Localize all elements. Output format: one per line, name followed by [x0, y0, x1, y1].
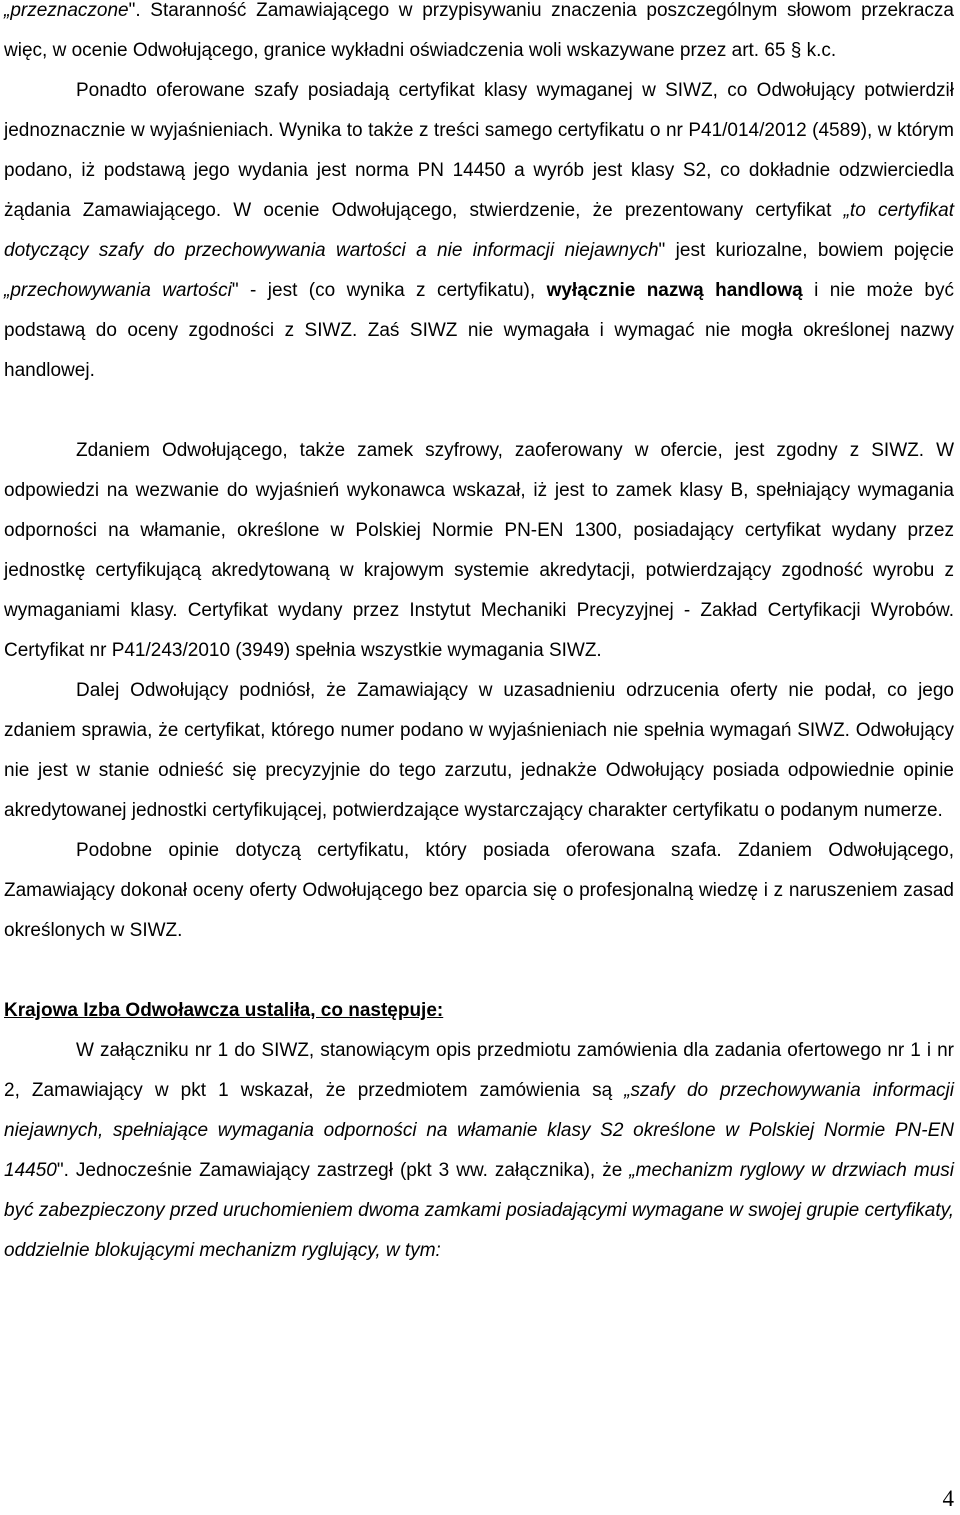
- quoted-text: „to certyfikat dotyczący szafy do przechowywania wartości a nie informacji niejawnych: [4, 200, 954, 261]
- document-page: [4, 0, 954, 1271]
- text-run: ". Staranność Zamawiającego w przypisywaniu znaczenia poszczególnym słowom przekracza więc, w ocenie Odwołującego, granice wykładni oświadczenia woli wskazywane przez art. 65 § k.c.: [4, 0, 954, 61]
- quoted-text: „mechanizm ryglowy w drzwiach musi być zabezpieczony przed uruchomieniem dwoma zamkami posiadającymi wymagane w swojej grupie certyfikaty, oddzielnie blokującymi mechanizm ryglujący, w tym:: [4, 1160, 954, 1261]
- quoted-text: „przechowywania wartości: [4, 280, 232, 301]
- body-paragraph: [4, 671, 954, 831]
- quoted-text: „szafy do przechowywania informacji niejawnych, spełniające wymagania odporności na włamanie klasy S2 określone w Polskiej Normie PN-EN 14450: [4, 1080, 955, 1181]
- paragraph-spacer: [4, 951, 954, 991]
- text-run: Zdaniem Odwołującego, także zamek szyfrowy, zaoferowany w ofercie, jest zgodny z SIWZ. W odpowiedzi na wezwanie do wyjaśnień wykonawca wskazał, iż jest to zamek klasy B, spełniający wymagania odporności na włamanie, określone w Polskiej Normie PN-EN 1300, posiadający certyfikat wydany przez jednostkę certyfikującą akredytowaną w krajowym systemie akredytacji, potwierdzający zgodność wyrobu z wymaganiami klasy. Certyfikat wydany przez Instytut Mechaniki Precyzyjnej - Zakład Certyfikacji Wyrobów. Certyfikat nr P41/243/2010 (3949) spełnia wszystkie wymagania SIWZ.: [4, 440, 954, 661]
- body-paragraph: [4, 1031, 954, 1271]
- body-paragraph: [4, 831, 954, 951]
- text-run: W załączniku nr 1 do SIWZ, stanowiącym opis przedmiotu zamówienia dla zadania ofertowego nr 1 i nr 2, Zamawiający w pkt 1 wskazał, że przedmiotem zamówienia są: [4, 1040, 954, 1101]
- section-heading: Krajowa Izba Odwoławcza ustaliła, co następuje:: [4, 1000, 444, 1021]
- text-run: " - jest (co wynika z certyfikatu),: [231, 280, 547, 301]
- text-run: ". Jednocześnie Zamawiający zastrzegł (pkt 3 ww. załącznika), że: [56, 1160, 630, 1181]
- paragraph-spacer: [4, 391, 954, 431]
- quoted-text: „przeznaczone: [4, 0, 129, 21]
- text-run: Dalej Odwołujący podniósł, że Zamawiający w uzasadnieniu odrzucenia oferty nie podał, co jego zdaniem sprawia, że certyfikat, którego numer podano w wyjaśnieniach nie spełnia wymagań SIWZ. Odwołujący nie jest w stanie odnieść się precyzyjnie do tego zarzutu, jednakże Odwołujący posiada odpowiednie opinie akredytowanej jednostki certyfikującej, potwierdzające wystarczający charakter certyfikatu o podanym numerze.: [4, 680, 954, 821]
- body-paragraph: [4, 0, 954, 71]
- page-number: 4: [942, 1486, 954, 1511]
- text-run: Podobne opinie dotyczą certyfikatu, który posiada oferowana szafa. Zdaniem Odwołującego, Zamawiający dokonał oceny oferty Odwołującego bez oparcia się o profesjonalną wiedzę i z naruszeniem zasad określonych w SIWZ.: [4, 840, 954, 941]
- body-paragraph: [4, 431, 954, 671]
- body-paragraph: [4, 71, 954, 391]
- text-run: Ponadto oferowane szafy posiadają certyfikat klasy wymaganej w SIWZ, co Odwołujący potwierdził jednoznacznie w wyjaśnieniach. Wynika to także z treści samego certyfikatu o nr P41/014/2012 (4589), w którym podano, iż podstawą jego wydania jest norma PN 14450 a wyrób jest klasy S2, co dokładnie odzwierciedla żądania Zamawiającego. W ocenie Odwołującego, stwierdzenie, że prezentowany certyfikat: [4, 80, 954, 221]
- text-run: " jest kuriozalne, bowiem pojęcie: [658, 240, 954, 261]
- bold-text: wyłącznie nazwą handlową: [546, 280, 803, 301]
- text-run: i nie może być podstawą do oceny zgodności z SIWZ. Zaś SIWZ nie wymagała i wymagać nie mogła określonej nazwy handlowej.: [4, 280, 954, 381]
